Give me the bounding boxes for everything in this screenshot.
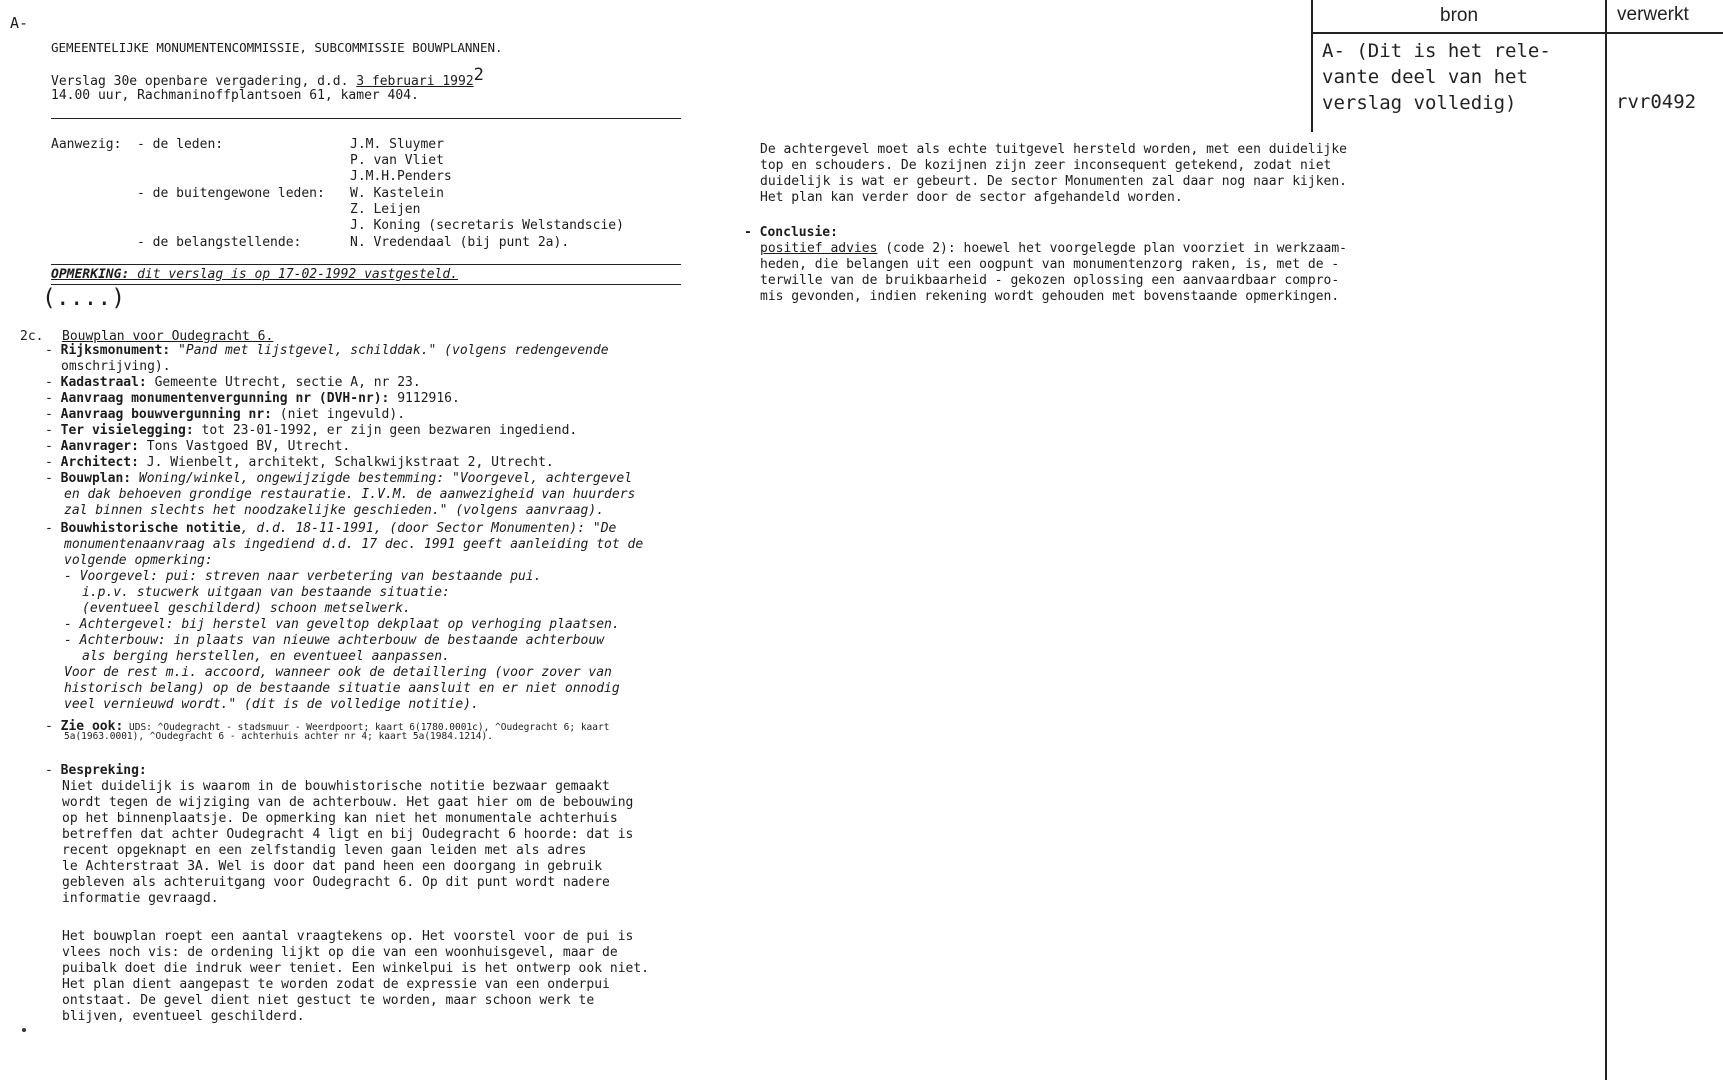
discussion-text: betreffen dat achter Oudegracht 4 ligt en bij Oudegracht 6 hoorde: dat is xyxy=(62,827,634,842)
plan-text: ontstaat. De gevel dient niet gestuct te worden, maar schoon werk te xyxy=(62,993,595,1008)
table-divider xyxy=(1605,0,1607,1080)
building-permit-line: - Aanvraag bouwvergunning nr: (niet ingevuld). xyxy=(45,407,406,422)
meeting-location: 14.00 uur, Rachmaninoffplantsoen 61, kamer 404. xyxy=(51,88,419,103)
building-permit-text: (niet ingevuld). xyxy=(271,407,406,422)
see-also-line: - Zie ook: UDS: ^Oudegracht - stadsmuur - Weerdpoort; kaart 6(1780.0001c), ^Oudegracht 6; kaart xyxy=(45,719,610,734)
note-rear-building-cont: als berging herstellen, en eventueel aanpassen. xyxy=(82,649,450,664)
rear-facade-text: Het plan kan verder door de sector afgehandeld worden. xyxy=(760,190,1183,205)
building-plan-line: - Bouwplan: Woning/winkel, ongewijzigde bestemming: "Voorgevel, achtergevel xyxy=(45,471,633,486)
attendance-rule xyxy=(51,264,681,265)
architect-line: - Architect: J. Wienbelt, architekt, Schalkwijkstraat 2, Utrecht. xyxy=(45,455,554,470)
building-plan-text-cont: zal binnen slechts het noodzakelijke geschieden." (volgens aanvraag). xyxy=(64,503,605,518)
see-also-text: UDS: ^Oudegracht - stadsmuur - Weerdpoort; kaart 6(1780.0001c), ^Oudegracht 6; kaart xyxy=(123,722,610,733)
processed-code: rvr0492 xyxy=(1616,91,1697,113)
architect-label: Architect: xyxy=(60,455,139,470)
processed-header: verwerkt xyxy=(1617,4,1689,25)
meeting-prefix: Verslag 30e openbare vergadering, d.d. xyxy=(51,74,357,89)
plan-text: puibalk doet die indruk weer teniet. Een winkelpui is het ontwerp ook niet. xyxy=(62,961,649,976)
source-note-line: vante deel van het xyxy=(1322,66,1528,88)
stray-dot xyxy=(22,1028,26,1032)
interested-label: - de belangstellende: xyxy=(137,235,302,250)
members-label: - de leden: xyxy=(137,137,224,152)
monument-line: - Rijksmonument: "Pand met lijstgevel, schilddak." (volgens redengevende xyxy=(45,343,609,358)
margin-mark: A- xyxy=(10,14,29,32)
historic-note-text: , d.d. 18-11-1991, (door Sector Monumenten): "De xyxy=(240,521,617,536)
discussion-text: recent opgeknapt en een zelfstandig leven gaan leiden met als adres xyxy=(62,843,587,858)
inspection-line: - Ter visielegging: tot 23-01-1992, er zijn geen bezwaren ingediend. xyxy=(45,423,578,438)
note-rear-facade: - Achtergevel: bij herstel van geveltop dekplaat op verhoging plaatsen. xyxy=(64,617,620,632)
building-plan-text: Woning/winkel, ongewijzigde bestemming: "Voorgevel, achtergevel xyxy=(131,471,633,486)
historic-note-text-cont: monumentenaanvraag als ingediend d.d. 17 dec. 1991 geeft aanleiding tot de xyxy=(64,537,644,552)
note-remainder: historisch belang) op de bestaande situatie aansluit en er niet onnodig xyxy=(64,681,620,696)
discussion-text: Niet duidelijk is waarom in de bouwhistorische notitie bezwaar gemaakt xyxy=(62,779,610,794)
monument-text-cont: omschrijving). xyxy=(61,359,171,374)
note-front-facade-cont: i.p.v. stucwerk uitgaan van bestaande situatie: xyxy=(82,585,450,600)
cadastral-text: Gemeente Utrecht, sectie A, nr 23. xyxy=(146,375,421,390)
advice-line xyxy=(760,241,1347,257)
monument-permit-text: 9112916. xyxy=(389,391,460,406)
conclusion-label: - Conclusie: xyxy=(744,225,838,240)
plan-text: Het bouwplan roept een aantal vraagtekens op. Het voorstel voor de pui is xyxy=(62,929,634,944)
conclusion-text: terwille van de bruikbaarheid - gekozen oplossing een aanvaardbaar compro- xyxy=(760,273,1340,288)
historic-note-label: Bouwhistorische notitie xyxy=(60,521,241,536)
date-correction: 2 xyxy=(473,65,484,85)
inspection-text: tot 23-01-1992, er zijn geen bezwaren ingediend. xyxy=(193,423,578,438)
discussion-text: informatie gevraagd. xyxy=(62,891,219,906)
extraordinary-member: J. Koning (secretaris Welstandscie) xyxy=(350,218,624,233)
remark-label: OPMERKING: xyxy=(51,267,130,282)
monument-permit-line: - Aanvraag monumentenvergunning nr (DVH-nr): 9112916. xyxy=(45,391,460,406)
rear-facade-text: duidelijk is wat er gebeurt. De sector Monumenten zal daar nog naar kijken. xyxy=(760,174,1347,189)
building-plan-text-cont: en dak behoeven grondige restauratie. I.V.M. de aanwezigheid van huurders xyxy=(64,487,636,502)
member: P. van Vliet xyxy=(350,153,444,168)
cadastral-line: - Kadastraal: Gemeente Utrecht, sectie A, nr 23. xyxy=(45,375,421,390)
monument-permit-label: Aanvraag monumentenvergunning nr (DVH-nr): xyxy=(60,391,390,406)
item-number: 2c. xyxy=(20,329,44,344)
rear-facade-text: top en schouders. De kozijnen zijn zeer inconsequent getekend, zodat niet xyxy=(760,158,1332,173)
discussion-label: Bespreking: xyxy=(60,763,147,778)
advice-label: positief advies xyxy=(760,241,878,256)
see-also-text-cont: 5a(1963.0001), ^Oudegracht 6 - achterhuis achter nr 4; kaart 5a(1984.1214). xyxy=(64,731,493,742)
conclusion-text: mis gevonden, indien rekening wordt gehouden met bovenstaande opmerkingen. xyxy=(760,289,1340,304)
architect-text: J. Wienbelt, architekt, Schalkwijkstraat 2, Utrecht. xyxy=(138,455,554,470)
applicant-label: Aanvrager: xyxy=(60,439,139,454)
conclusion-text: heden, die belangen uit een oogpunt van monumentenzorg raken, is, met de - xyxy=(760,257,1340,272)
building-plan-label: Bouwplan: xyxy=(60,471,132,486)
note-remainder: Voor de rest m.i. accoord, wanneer ook de detaillering (voor zover van xyxy=(64,665,612,680)
discussion-text: gebleven als achteruitgang voor Oudegracht 6. Op dit punt wordt nadere xyxy=(62,875,610,890)
advice-text: (code 2): hoewel het voorgelegde plan voorziet in werkzaam- xyxy=(877,241,1348,256)
table-left-border xyxy=(1311,0,1313,132)
building-permit-label: Aanvraag bouwvergunning nr: xyxy=(60,407,272,422)
meeting-date: 3 februari 1992 xyxy=(356,74,474,89)
extraordinary-member: Z. Leijen xyxy=(350,202,421,217)
extraordinary-member: W. Kastelein xyxy=(350,186,444,201)
note-remainder: veel vernieuwd wordt." (dit is de volledige notitie). xyxy=(64,697,479,712)
historic-note-line: - Bouwhistorische notitie, d.d. 18-11-1991, (door Sector Monumenten): "De xyxy=(45,521,617,536)
discussion-text: op het binnenplaatsje. De opmerking kan niet het monumentale achterhuis xyxy=(62,811,618,826)
interested-person: N. Vredendaal (bij punt 2a). xyxy=(350,235,570,250)
applicant-line: - Aanvrager: Tons Vastgoed BV, Utrecht. xyxy=(45,439,351,454)
see-also-label: Zie ook: xyxy=(60,719,124,734)
note-front-facade: - Voorgevel: pui: streven naar verbetering van bestaande pui. xyxy=(64,569,542,584)
monument-text: "Pand met lijstgevel, schilddak." (volgens redengevende xyxy=(170,343,609,358)
note-front-facade-cont: (eventueel geschilderd) schoon metselwerk. xyxy=(82,601,411,616)
cadastral-label: Kadastraal: xyxy=(60,375,147,390)
discussion-text: wordt tegen de wijziging van de achterbouw. Het gaat hier om de bebouwing xyxy=(62,795,634,810)
plan-text: Het plan dient aangepast te worden zodat de expressie van een onderpui xyxy=(62,977,610,992)
remark-text: dit verslag is op 17-02-1992 vastgesteld. xyxy=(129,267,459,282)
source-header: bron xyxy=(1440,5,1479,26)
item-title: Bouwplan voor Oudegracht 6. xyxy=(62,329,274,344)
discussion-text: le Achterstraat 3A. Wel is door dat pand heen een doorgang in gebruik xyxy=(62,859,603,874)
omission-mark: (....) xyxy=(42,285,126,311)
committee-title: GEMEENTELIJKE MONUMENTENCOMMISSIE, SUBCOMMISSIE BOUWPLANNEN. xyxy=(51,40,503,55)
remark-line xyxy=(51,267,458,283)
historic-note-text-cont: volgende opmerking: xyxy=(64,553,213,568)
applicant-text: Tons Vastgoed BV, Utrecht. xyxy=(138,439,351,454)
plan-text: vlees noch vis: de ordening lijkt op die van een woonhuisgevel, maar de xyxy=(62,945,618,960)
extraordinary-members-label: - de buitengewone leden: xyxy=(137,186,325,201)
attendance-label: Aanwezig: xyxy=(51,137,122,152)
inspection-label: Ter visielegging: xyxy=(60,423,194,438)
source-note-line: verslag volledig) xyxy=(1322,92,1517,114)
header-rule xyxy=(51,118,681,119)
table-header-rule xyxy=(1311,32,1723,34)
discussion-line: - Bespreking: xyxy=(45,763,147,778)
member: J.M. Sluymer xyxy=(350,137,444,152)
note-rear-building: - Achterbouw: in plaats van nieuwe achterbouw de bestaande achterbouw xyxy=(64,633,605,648)
monument-label: Rijksmonument: xyxy=(60,343,171,358)
member: J.M.H.Penders xyxy=(350,169,452,184)
source-note-line: A- (Dit is het rele- xyxy=(1322,40,1551,62)
rear-facade-text: De achtergevel moet als echte tuitgevel hersteld worden, met een duidelijke xyxy=(760,142,1347,157)
plan-text: blijven, eventueel geschilderd. xyxy=(62,1009,305,1024)
remark-rule xyxy=(51,284,681,285)
